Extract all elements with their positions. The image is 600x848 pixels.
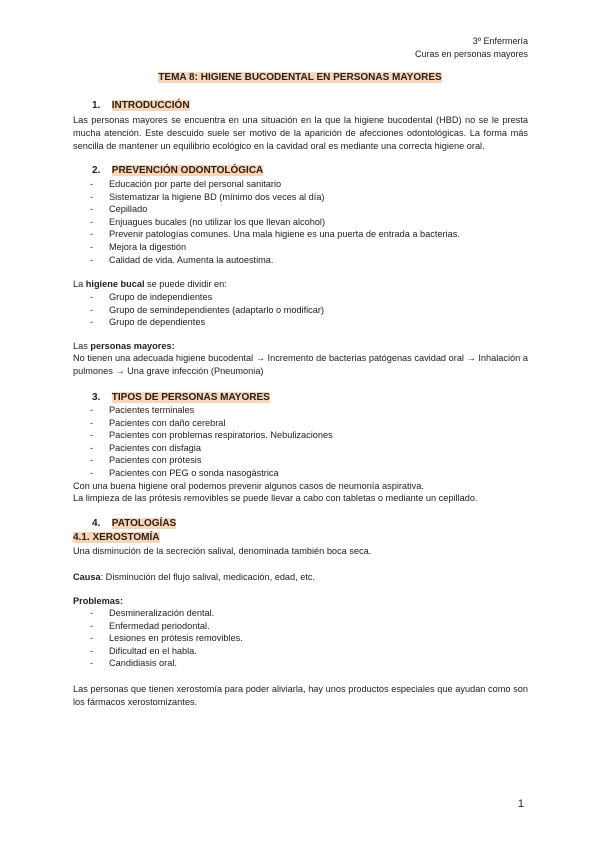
page-title <box>0 71 600 85</box>
section-title: PATOLOGÍAS <box>111 518 177 529</box>
list-item: - Cepillado <box>90 203 530 216</box>
list-item: - Pacientes con prótesis <box>90 454 530 467</box>
bold-term: personas mayores: <box>90 341 175 351</box>
list-item: - Educación por parte del personal sanitario <box>90 178 530 191</box>
higiene-bucal-intro <box>73 278 528 291</box>
tipos-note-neumonia: Con una buena higiene oral podemos prevenir algunos casos de neumonía aspirativa. <box>73 481 424 491</box>
list-item: - Pacientes terminales <box>90 404 530 417</box>
list-item: - Pacientes con daño cerebral <box>90 417 530 430</box>
list-item: - Lesiones en prótesis removibles. <box>90 632 530 645</box>
list-item: - Enfermedad periodontal. <box>90 620 530 633</box>
section-heading-prevencion <box>92 164 263 178</box>
xerostomia-definition: Una disminución de la secreción salival, denominada también boca seca. <box>73 546 372 556</box>
bold-term: Causa <box>73 572 101 582</box>
list-item: - Prevenir patologías comunes. Una mala higiene es una puerta de entrada a bacterias. <box>90 228 530 241</box>
list-item: - Pacientes con disfagia <box>90 442 530 455</box>
list-item: - Pacientes con problemas respiratorios. Nebulizaciones <box>90 429 530 442</box>
section-heading-patologias <box>92 517 176 531</box>
page-number: 1 <box>517 798 524 810</box>
section-number: 4. <box>92 518 101 529</box>
subsection-heading-xerostomia <box>73 531 160 545</box>
bold-term: Problemas: <box>73 596 124 606</box>
list-item: - Grupo de dependientes <box>90 316 530 329</box>
section-number: 1. <box>92 100 101 111</box>
header-course: 3º Enfermería <box>472 36 528 46</box>
prevencion-list <box>90 178 530 266</box>
title-text: TEMA 8: HIGIENE BUCODENTAL EN PERSONAS MAYORES <box>158 72 442 83</box>
section-number: 3. <box>92 392 101 403</box>
text-fragment: : Disminución del flujo salival, medicación, edad, etc. <box>100 572 316 582</box>
subsection-title: 4.1. XEROSTOMÍA <box>73 532 160 543</box>
section-heading-introduccion <box>92 99 190 113</box>
text-fragment: Las <box>73 341 91 351</box>
tipos-note-protesis: La limpieza de las prótesis removibles se puede llevar a cabo con tabletas o mediante un cepillado. <box>73 493 478 503</box>
list-item: - Pacientes con PEG o sonda nasogástrica <box>90 467 530 480</box>
list-item: - Calidad de vida. Aumenta la autoestima. <box>90 254 530 267</box>
list-item: - Candidiasis oral. <box>90 657 530 670</box>
section-title: TIPOS DE PERSONAS MAYORES <box>111 392 270 403</box>
list-item: - Desmineralización dental. <box>90 607 530 620</box>
section-heading-tipos <box>92 391 270 405</box>
text-fragment: se puede dividir en: <box>144 279 227 289</box>
list-item: - Mejora la digestión <box>90 241 530 254</box>
causa-line <box>73 571 528 584</box>
list-item: - Grupo de semindependientes (adaptarlo o modificar) <box>90 304 530 317</box>
personas-mayores-text: No tienen una adecuada higiene bucodental → Incremento de bacterias patógenas cavidad oral → Inhalación a pulmones → Una grave infección (Pneumonia) <box>73 353 528 376</box>
list-item: - Sistematizar la higiene BD (mínimo dos veces al día) <box>90 191 530 204</box>
text-fragment: La <box>73 279 86 289</box>
section-title: INTRODUCCIÓN <box>111 100 190 111</box>
grupos-list <box>90 291 530 329</box>
list-item: - Dificultad en el habla. <box>90 645 530 658</box>
list-item: - Grupo de independientes <box>90 291 530 304</box>
xerostomia-closing: Las personas que tienen xerostomía para poder aliviarla, hay unos productos especiales que ayudan como son los fármacos xerostomizantes. <box>73 684 528 707</box>
section-title: PREVENCIÓN ODONTOLÓGICA <box>111 165 264 176</box>
header-subject: Curas en personas mayores <box>414 49 528 59</box>
intro-paragraph: Las personas mayores se encuentra en una situación en la que la higiene bucodental (HBD) no se le presta mucha atención. Este descuido suele ser motivo de la aparición de afecciones odontológicas. La forma más sencilla de mantener un equilibrio ecológico en la cavidad oral es mediante una correcta higiene oral. <box>73 115 528 151</box>
problemas-list <box>90 607 530 670</box>
tipos-list <box>90 404 530 480</box>
section-number: 2. <box>92 165 101 176</box>
list-item: - Enjuagues bucales (no utilizar los que llevan alcohol) <box>90 216 530 229</box>
bold-term: higiene bucal <box>85 279 145 289</box>
